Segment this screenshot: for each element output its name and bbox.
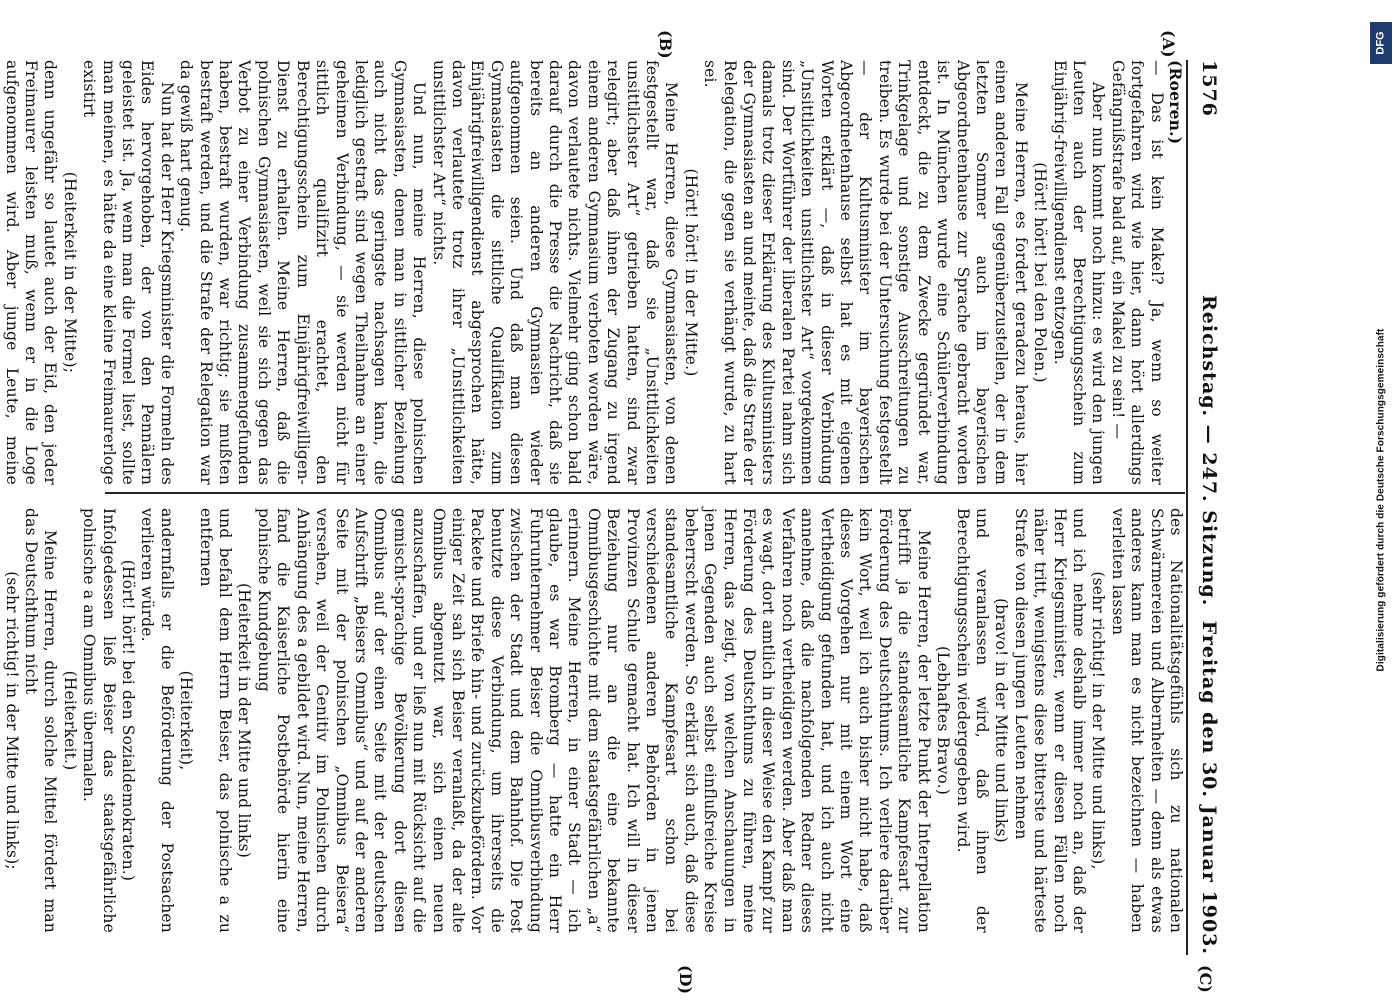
digitization-credit bbox=[1368, 12, 1394, 988]
paragraph: Meine Herren, durch solche Mittel fördert man das Deutschthum nicht bbox=[22, 508, 60, 933]
page-header bbox=[1186, 60, 1220, 955]
interjection: (Lebhaftes Bravo.) bbox=[934, 645, 953, 796]
left-column bbox=[2, 60, 1185, 485]
margin-marker-a: (A) bbox=[1159, 30, 1178, 58]
header-rule bbox=[1186, 60, 1188, 955]
paragraph: Nun hat der Herr Kriegsminister die Formeln des Eides hervorgehoben, der von den Pennälern geleistet ist. Ja, wenn man die Formel liest, sollte man meinen, es hätte da eine kleine Freimaurerloge existirt bbox=[80, 60, 176, 485]
interjection: (bravo! in der Mitte und links) bbox=[992, 598, 1011, 843]
paragraph: und befahl dem Herrn Beiser, das polnische a zu entfernen bbox=[196, 508, 235, 933]
interjection: (Hört! hört! in der Mitte.) bbox=[681, 168, 700, 377]
margin-marker-c: (C) bbox=[1196, 965, 1215, 993]
paragraph: — Das ist kein Makel? Ja, wenn so weiter fortgefahren wird wie hier, dann hört allerdings Gefängnißstrafe bald auf, ein Makel zu sein! — bbox=[1108, 60, 1166, 485]
page-date: Freitag den 30. Januar 1903. bbox=[1198, 620, 1220, 955]
interjection: (sehr richtig! in der Mitte und links); bbox=[2, 571, 21, 870]
page-number: 1576 bbox=[1198, 60, 1220, 117]
interjection: (Heiterkeit), bbox=[177, 670, 196, 771]
right-column bbox=[2, 508, 1185, 933]
paragraph: Meine Herren, es fordert geradezu heraus, hier einen anderen Fall gegenüberzustellen, der in dem letzten Sommer auch im bayerischen Abgeordnetenhause zur Sprache gebracht worden ist. In München wurde eine Schülerverbindung entdeckt, die zu dem Zwecke gegründet war, Trinkgelage und sonstige Ausschreitungen zu treiben. Es wurde bei der Untersuchung festgestellt — der Kultusminister im bayerischen Abgeordnetenhause selbst hat es mit eigenen Worten erklärt —, daß in dieser Verbindung „Unsittlichkeiten unsittlichster Art“ vorgekommen sind. Der Wortführer der liberalen Partei nahm sich damals trotz dieser Erklärung des Kultusministers der Gymnasiasten an und meinte, daß die Strafe der Relegation, die gegen sie verhängt wurde, zu hart sei. bbox=[701, 60, 1030, 485]
paragraph: Aber nun kommt noch hinzu: es wird den jungen Leuten auch der Berechtigungsschein zum Einjährig-freiwilligendienst entzogen. bbox=[1050, 60, 1108, 485]
paragraph: Meine Herren, diese Gymnasiasten, von denen festgestellt war, daß sie „Unsittlichkeiten unsittlichster Art“ getrieben hatten, sind zwar relegirt; aber daß ihnen der Zugang zu irgend einem anderen Gymnasium verboten worden wäre, davon verlautete nichts. Vielmehr ging schon bald darauf durch die Presse die Nachricht, daß sie bereits an anderen Gymnasien wieder aufgenommen seien. Und daß man diesen Gymnasiasten die sittliche Qualifikation zum Einjährigfreiwilligendienst abgesprochen hätte, davon verlautete trotz ihrer „Unsittlichkeiten unsittlichster Art“ nichts. bbox=[429, 60, 681, 485]
interjection: (sehr richtig! in der Mitte und links), bbox=[1089, 571, 1108, 870]
interjection: (Heiterkeit.) bbox=[60, 670, 79, 771]
paragraph: und ich nehme deshalb immer noch an, daß der Herr Kriegsminister, wenn er diesen Fällen noch näher tritt, wenigstens diese bitterste und härteste Strafe von diesen jungen Leuten nehmen bbox=[1011, 508, 1088, 933]
margin-marker-d: (D) bbox=[676, 965, 695, 995]
paragraph: denn ungefähr so lautet auch der Eid, den jeder Freimaurer leisten muß, wenn er in die Loge aufgenommen wird. Aber junge Leute, meine bbox=[2, 60, 60, 485]
paragraph: Meine Herren, der letzte Punkt der Interpellation betrifft ja die standesamtliche Kampfesart zur Förderung des Deutschthums. Ich verliere darüber kein Wort, weil ich auch bisher nicht habe, daß dieses Vorgehen nur mit einem Wort eine Vertheidigung gefunden hat, und ich auch nicht annehme, daß die nachfolgenden Redner dieses Verfahren noch vertheidigen werden. Aber daß man es wagt, dort amtlich in dieser Weise den Kampf zur Förderung des Deutschthums zu führen, meine Herren, das zeigt, von welchen Anschauungen in jenen Gegenden auch selbst einflußreiche Kreise beherrscht werden. So erklärt sich auch, daß diese standesamtliche Kampfesart schon bei verschiedenen anderen Behörden in jenen Provinzen Schule gemacht hat. Ich will in dieser Beziehung nur an die eine bekannte Omnibusgeschichte mit dem staatsgefährlichen „a“ erinnern. Meine Herren, in einer Stadt — ich glaube, es war Bromberg — hatte ein Herr Fuhrunternehmer Beiser die Omnibusverbindung zwischen der Stadt und dem Bahnhof. Die Post benutzte diese Verbindung, um ihrerseits die Packete und Briefe hin- und zurückzubefördern. Vor einiger Zeit sah sich Beiser veranlaßt, da der alte Omnibus abgenutzt war, sich einen neuen anzuschaffen, und er ließ nun mit Rücksicht auf die gemischt-sprachige Bevölkerung dort diesen Omnibus auf der einen Seite mit der deutschen Aufschrift „Beisers Omnibus“ und auf der anderen Seite mit der polnischen „Omnibus Beisera“ versehen, weil der Genitiv im Polnischen durch Anhängung des a gebildet wird. Nun, meine Herren, fand die Kaiserliche Postbehörde hierin eine polnische Kundgebung bbox=[254, 508, 933, 933]
interjection: (Heiterkeit in der Mitte und links) bbox=[235, 583, 254, 858]
paragraph: Infolgedessen ließ Beiser das staatsgefährliche polnische a am Omnibus übermalen. bbox=[80, 508, 118, 933]
paragraph: Und nun, meine Herren, diese polnischen Gymnasiasten, denen man in sittlicher Beziehung auch nicht das geringste nachsagen kann, die lediglich gestraft sind wegen Theilnahme an einer geheimen Verbindung, — sie werden nicht für sittlich qualifizirt erachtet, den Berechtigungsschein zum Einjährigfreiwilligen-Dienst zu erhalten. Meine Herren, daß die polnischen Gymnasiasten, weil sie sich gegen das Verbot zu einer Verbindung zusammengefunden haben, bestraft wurden, war richtig; sie mußten bestraft werden, und die Strafe der Relegation war da gewiß hart genug. bbox=[177, 60, 429, 485]
dfg-logo-text: DFG bbox=[1375, 31, 1388, 55]
column-divider bbox=[105, 492, 1185, 494]
scanned-page bbox=[2, 0, 1300, 995]
paragraph: (Roeren.) bbox=[1166, 60, 1185, 145]
margin-marker-b: (B) bbox=[656, 30, 675, 59]
paragraph: und veranlassen wird, daß ihnen der Berechtigungsschein wiedergegeben wird. bbox=[953, 508, 991, 933]
dfg-logo bbox=[1370, 22, 1392, 64]
interjection: (Hört! hört! bei den Polen.) bbox=[1031, 162, 1050, 383]
running-head: Reichstag. — 247. Sitzung. bbox=[1198, 295, 1220, 607]
paragraph: des Nationalitätsgefühls sich zu nationalen Schwärmereien und Albernheiten — denn als etwas anderes kann man es nicht bezeichnen — haben verleiten lassen bbox=[1108, 508, 1185, 933]
interjection: (Heiterkeit in der Mitte); bbox=[60, 171, 79, 374]
interjection: (Hört! hört! bei den Sozialdemokraten.) bbox=[119, 559, 138, 882]
credit-text: Digitalisierung gefördert durch die Deutsche Forschungsgemeinschaft bbox=[1375, 328, 1387, 672]
paragraph: andernfalls er die Beförderung der Postsachen verlieren würde. bbox=[138, 508, 176, 933]
